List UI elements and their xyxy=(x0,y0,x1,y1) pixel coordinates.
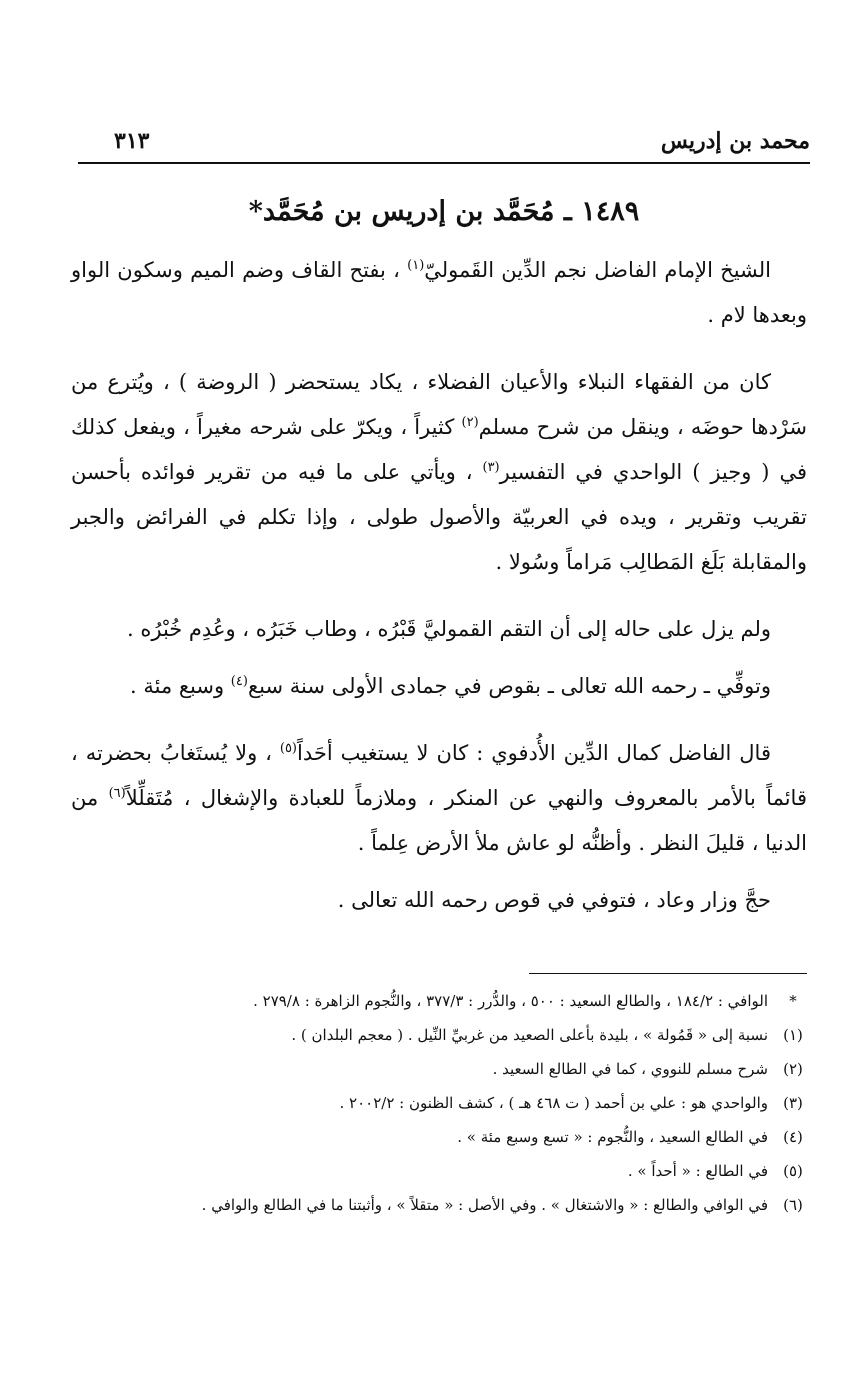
footnote-mark: (١) xyxy=(783,1026,803,1044)
paragraph-4-text-a: وتوفِّي ـ رحمه الله تعالى ـ بقوص في جمادى الأولى سنة سبع xyxy=(247,674,771,698)
footnote-ref-6: (٦) xyxy=(108,786,126,801)
footnote-text: والواحدي هو : علي بن أحمد ( ت ٤٦٨ هـ ) ، كشف الظنون : ٢٠٠٢/٢ . xyxy=(339,1094,768,1112)
paragraph-4 xyxy=(71,664,807,709)
footnote-mark: (٥) xyxy=(783,1162,803,1180)
footnote-text: نسبة إلى « قَمُولة » ، بليدة بأعلى الصعيد من غربيِّ النِّيل . ( معجم البلدان ) . xyxy=(291,1026,768,1044)
entry-title: ١٤٨٩ ـ مُحَمَّد بن إدريس بن مُحَمَّد* xyxy=(248,196,640,227)
footnote-6 xyxy=(72,1188,812,1222)
footnote-ref-2: (٢) xyxy=(461,415,479,430)
footnote-text: في الطالع السعيد ، والنُّجوم : « تسع وسبع مئة » . xyxy=(457,1128,768,1146)
paragraph-1-text-a: الشيخ الإمام الفاضل نجم الدِّين القَموليّ xyxy=(424,258,771,282)
footnote-ref-3: (٣) xyxy=(482,460,500,475)
footnote-ref-1: (١) xyxy=(407,258,425,273)
paragraph-2 xyxy=(71,360,807,585)
footnote-2 xyxy=(72,1052,812,1086)
paragraph-2-text-c: ، ويأتي على ما فيه من تقرير فوائده بأحسن تقريب وتقرير ، ويده في العربيّة والأصول طولى ، وإذا تكلم في الفرائض والجبر والمقابلة بَلَغ المَطالِب مَراماً وسُولا . xyxy=(71,460,807,574)
footnote-text: شرح مسلم للنووي ، كما في الطالع السعيد . xyxy=(492,1060,768,1078)
footnote-5 xyxy=(72,1154,812,1188)
footnote-text: في الوافي والطالع : « والاشتغال » . وفي الأصل : « متقلاً » ، وأثبتنا ما في الطالع والوافي . xyxy=(201,1196,768,1214)
paragraph-5-text-a: قال الفاضل كمال الدِّين الأُدفوي : كان لا يستغيب أحَداً xyxy=(297,741,771,765)
paragraph-2-text-a: كان من الفقهاء النبلاء والأعيان الفضلاء ، يكاد يستحضر ( الروضة ) ، ويُترع من سَرْدها حوضَه ، وينقل من شرح مسلم xyxy=(71,370,807,439)
header-rule xyxy=(78,162,810,164)
footnote-source xyxy=(72,984,812,1018)
paragraph-6: حجَّ وزار وعاد ، فتوفي في قوص رحمه الله تعالى . xyxy=(337,888,771,912)
body-text xyxy=(71,248,807,945)
paragraph-3: ولم يزل على حاله إلى أن التقم القموليَّ قَبْرُه ، وطاب خَبَرُه ، وعُدِم خُبْرُه . xyxy=(127,617,771,641)
footnotes xyxy=(72,984,812,1222)
footnote-mark: (٣) xyxy=(783,1094,803,1112)
footnote-text: في الطالع : « أحداً » . xyxy=(627,1162,768,1180)
footnote-mark: (٦) xyxy=(783,1196,803,1214)
footnote-ref-4: (٤) xyxy=(230,674,248,689)
footnote-mark: * xyxy=(789,992,797,1010)
paragraph-4-text-b: وسبع مئة . xyxy=(130,674,231,698)
running-title: محمد بن إدريس xyxy=(660,128,810,154)
running-header xyxy=(78,128,810,164)
footnote-ref-5: (٥) xyxy=(279,741,297,756)
footnote-text: الوافي : ١٨٤/٢ ، والطالع السعيد : ٥٠٠ ، والدُّرر : ٣٧٧/٣ ، والنُّجوم الزاهرة : ٢٧٩/٨ . xyxy=(253,992,768,1010)
paragraph-1-text-b: ، بفتح القاف وضم الميم وسكون الواو وبعدها لام . xyxy=(71,258,807,327)
paragraph-2-text-b: كثيراً ، ويكرّ على شرحه مغيراً ، ويفعل كذلك في ( وجيز ) الواحدي في التفسير xyxy=(71,415,807,484)
footnote-1 xyxy=(72,1018,812,1052)
footnote-3 xyxy=(72,1086,812,1120)
footnote-mark: (٤) xyxy=(783,1128,803,1146)
footnote-mark: (٢) xyxy=(783,1060,803,1078)
paragraph-5 xyxy=(71,731,807,866)
footnote-4 xyxy=(72,1120,812,1154)
paragraph-1 xyxy=(71,248,807,338)
paragraph-5-text-c: من الدنيا ، قليلَ النظر . وأظنُّه لو عاش ملأ الأرض عِلماً . xyxy=(71,786,807,855)
page-number: ٣١٣ xyxy=(114,128,150,154)
paragraph-5-text-b: ، ولا يُستَغابُ بحضرته ، قائماً بالأمر بالمعروف والنهي عن المنكر ، وملازماً للعبادة والإشغال ، مُتَقلِّلاً xyxy=(71,741,807,810)
footnote-rule xyxy=(529,973,807,974)
